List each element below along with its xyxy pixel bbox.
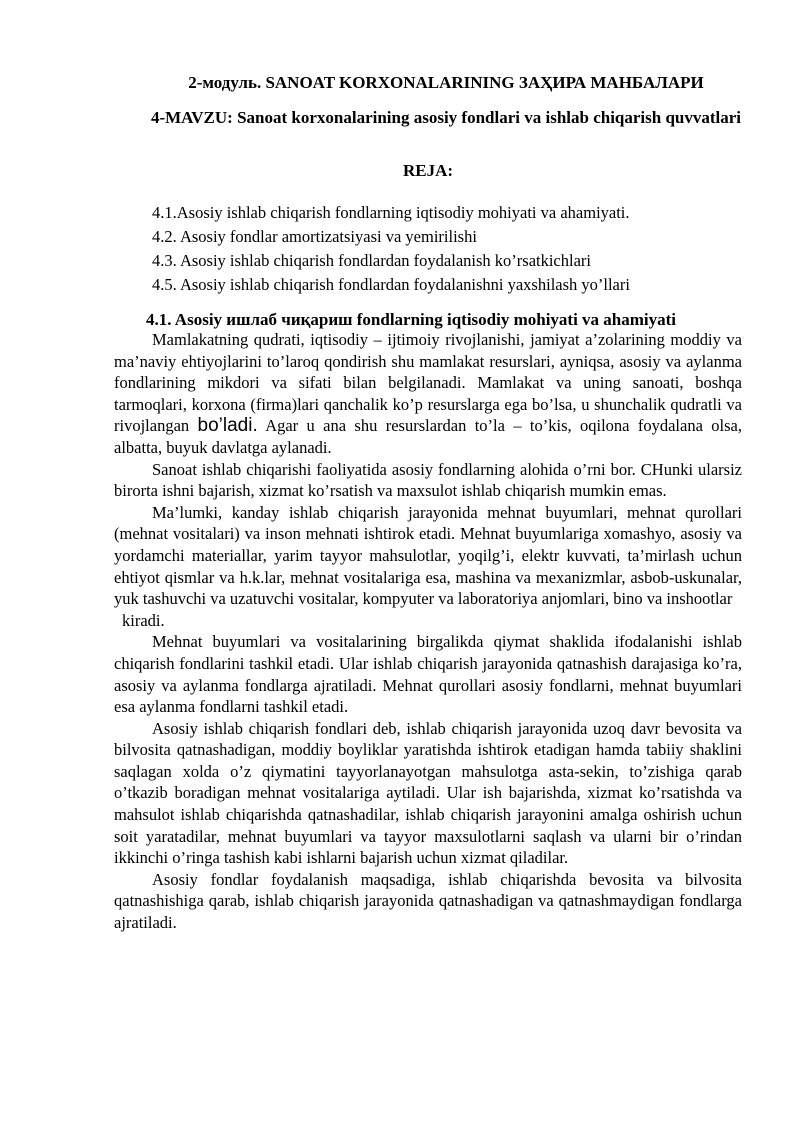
paragraph: Asosiy fondlar foydalanish maqsadiga, ishlab chiqarishda bevosita va bilvosita qatnashishiga qarab, ishlab chiqarish jarayonida qatnashadigan va qatnashmaydigan fondlarga ajratiladi. — [114, 869, 742, 933]
paragraph-text: Mamlakatning qudrati, iqtisodiy – ijtimoiy rivojlanishi, jamiyat a’zolarining moddiy va ma’naviy ehtiyojlarini to’laroq qondirish shu mamlakat resurslari, ayniqsa, asosiy va aylanma fondlarining mikdori va sifati bilan belgilanadi. Mamlakat va uning sanoati, boshqa tarmoqlari, korxona (firma)lari qanchalik ko’p resurslarga ega bo’lsa, u shunchalik qudratli va rivojlangan — [114, 330, 742, 436]
paragraph: Mehnat buyumlari va vositalarining birgalikda qiymat shaklida ifodalanishi ishlab chiqarish fondlarini tashkil etadi. Ular ishlab chiqarish jarayonida qatnashish darajasiga ko’ra, asosiy va aylanma fondlarga ajratiladi. Mehnat qurollari asosiy fondlarni, mehnat buyumlari esa aylanma fondlarni tashkil etadi. — [114, 632, 742, 717]
topic-title: 4-MAVZU: Sanoat korxonalarining asosiy fondlari va ishlab chiqarish quvvatlari — [150, 108, 742, 127]
paragraph: Asosiy ishlab chiqarish fondlari deb, ishlab chiqarish jarayonida uzoq davr bevosita va bilvosita qatnashadigan, moddiy boyliklar yaratishda ishtirok etadigan hamda tabiiy shaklini saqlagan xolda o’z qiymatini tayyorlanayotgan mahsulotga asta-sekin, to’zishiga qarab o’tkazib boradigan mehnat vositalariga aytiladi. Ular ish bajarishda, xizmat ko’rsatishda va mahsulot ishlab chiqarishda qatnashadilar, ishlab chiqarish jarayonini amalga oshirish uchun soit yaratadilar, mehnat buyumlari va tayyor maxsulotlarni saqlash va ularni bir o’rindan ikkinchi o’ringa tashish kabi ishlarni bajarish uchun xizmat qiladilar. — [114, 718, 742, 868]
paragraph — [114, 329, 742, 459]
plan-item: 4.2. Asosiy fondlar amortizatsiyasi va yemirilishi — [152, 227, 477, 246]
paragraph: Ma’lumki, kanday ishlab chiqarish jarayonida mehnat buyumlari, mehnat qurollari (mehnat vositalari) va inson mehnati ishtirok etadi. Mehnat buyumlariga xomashyo, asosiy va yordamchi materiallar, yarim tayyor mahsulotlar, yoqilg’i, elektr kuvvati, ta’mirlash uchun ehtiyot qismlar va h.k.lar, mehnat vositalariga esa, mashina va mexanizmlar, asbob-uskunalar, yuk tashuvchi va uzatuvchi vositalar, kompyuter va laboratoriya anjomlari, bino va inshootlar — [114, 502, 742, 609]
section-body — [114, 329, 742, 934]
paragraph-text: Agar u ana shu resurslardan to’la – to’kis, oqilona foydalana olsa, albatta, buyuk davlatga aylanadi. — [114, 416, 742, 457]
paragraph: Sanoat ishlab chiqarishi faoliyatida asosiy fondlarning alohida o’rni bor. CHunki ularsiz birorta ishni bajarish, xizmat ko’rsatish va maxsulot ishlab chiqarish mumkin emas. — [114, 459, 742, 501]
plan-item: 4.1.Asosiy ishlab chiqarish fondlarning iqtisodiy mohiyati va ahamiyati. — [152, 203, 630, 222]
module-title: 2-модуль. SANOAT KORXONALARINING ЗАҲИРА МАНБАЛАРИ — [188, 73, 704, 92]
plan-list — [152, 201, 630, 297]
plan-title: REJA: — [402, 161, 454, 180]
plan-item: 4.3. Asosiy ishlab chiqarish fondlardan foydalanish ko’rsatkichlari — [152, 251, 591, 270]
section-heading: 4.1. Asosiy ишлаб чиқариш fondlarning iqtisodiy mohiyati va ahamiyati — [146, 310, 677, 329]
plan-item: 4.5. Asosiy ishlab chiqarish fondlardan foydalanishni yaxshilash yo’llari — [152, 275, 630, 294]
emphasized-word: bo’ladi. — [197, 415, 258, 437]
paragraph-continuation: kiradi. — [122, 610, 165, 630]
